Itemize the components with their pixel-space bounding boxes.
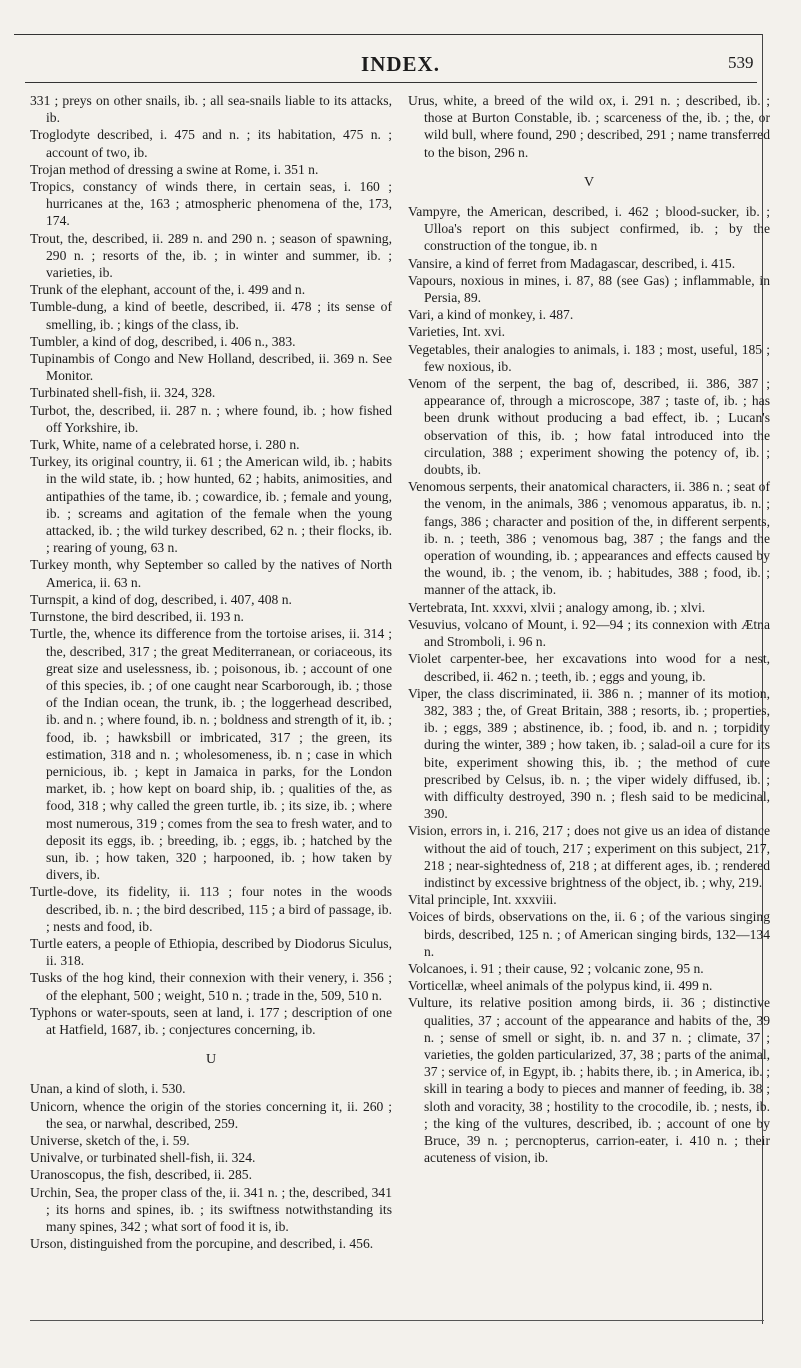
index-entry: Tupinambis of Congo and New Holland, described, ii. 369 n. See Monitor. [30,351,392,384]
index-entry: Voices of birds, observations on the, ii. 6 ; of the various singing birds, described, 125 n. ; of American singing birds, 132—134 n. [408,909,770,959]
right-entries-v [408,203,770,1166]
index-entry: Universe, sketch of the, i. 59. [30,1132,190,1148]
index-entry: Viper, the class discriminated, ii. 386 n. ; manner of its motion, 382, 383 ; the, of Great Britain, 388 ; resorts, ib. ; properties, ib. ; eggs, 389 ; abstinence, ib. ; food, ib. and n. ; torpidity during the winter, 389 ; how taken, ib. ; salad-oil a cure for its bite, experiment showing this, ib. ; the method of cure prescribed by Celsus, ib. n. ; the viper widely diffused, ib. ; with difficulty destroyed, 390 n. ; flesh said to be medicinal, 390. [408,685,770,822]
index-entry: Trunk of the elephant, account of the, i. 499 and n. [30,282,306,298]
index-entry: Unicorn, whence the origin of the stories concerning it, ii. 260 ; the sea, or narwhal, described, 259. [30,1098,392,1131]
index-entry: Vital principle, Int. xxxviii. [408,892,557,908]
page-border-top [14,34,762,35]
index-entry: 331 ; preys on other snails, ib. ; all sea-snails liable to its attacks, ib. [30,93,392,126]
index-entry: Turbot, the, described, ii. 287 n. ; where found, ib. ; how fished off Yorkshire, ib. [30,402,392,435]
index-entry: Turkey, its original country, ii. 61 ; the American wild, ib. ; habits in the wild state, ib. ; how hunted, 62 ; habits, animosities, and antipathies of the tame, ib. ; cowardice, ib. ; female and young, ib. ; screams and agitation of the female when the young attacked, ib. ; the wild turkey described, 62 n. ; their flocks, ib. ; rearing of young, 63 n. [30,454,392,556]
page-number: 539 [728,53,754,72]
header-rule [25,82,757,83]
index-entry: Turnstone, the bird described, ii. 193 n. [30,609,244,625]
index-entry: Volcanoes, i. 91 ; their cause, 92 ; volcanic zone, 95 n. [408,960,704,976]
index-entry: Vegetables, their analogies to animals, i. 183 ; most, useful, 185 ; few noxious, ib. [408,341,770,374]
right-column [408,92,770,1166]
section-letter-u: U [205,1052,217,1068]
index-entry: Vansire, a kind of ferret from Madagascar, described, i. 415. [408,255,736,271]
index-entry: Varieties, Int. xvi. [408,324,506,340]
left-entries-t [30,92,392,1038]
index-entry: Vari, a kind of monkey, i. 487. [408,307,574,323]
index-entry: Tropics, constancy of winds there, in certain seas, i. 160 ; hurricanes at the, 163 ; atmospheric phenomena of the, 173, 174. [30,179,392,229]
index-entry: Tumbler, a kind of dog, described, i. 406 n., 383. [30,333,296,349]
index-entry: Urson, distinguished from the porcupine, and described, i. 456. [30,1236,374,1252]
index-entry: Turtle-dove, its fidelity, ii. 113 ; four notes in the woods described, ib. n. ; the bird described, 115 ; a bird of passage, ib. ; nests and food, ib. [30,884,392,934]
index-entry: Turnspit, a kind of dog, described, i. 407, 408 n. [30,591,292,607]
index-entry: Turkey month, why September so called by the natives of North America, ii. 63 n. [30,557,392,590]
index-entry: Vulture, its relative position among birds, ii. 36 ; distinctive qualities, 37 ; account of the appearance and habits of the, 39 n. ; sense of smell or sight, ib. n. and 37 n. ; climate, 37 ; varieties, the golden particularized, 37, 38 ; parts of the animal, 37 ; service of, in Egypt, ib. ; habits there, ib. ; in America, ib. ; skill in tearing a body to pieces and manner of feeding, ib. 38 ; sloth and voracity, 38 ; hostility to the crocodile, ib. ; nests, ib. ; the king of the vultures, described, ib. ; account of one by Bruce, 39 n. ; percnopterus, carrion-eater, i. 410 n. ; their acuteness of vision, ib. [408,995,770,1166]
left-column [30,92,392,1252]
section-letter-v: V [583,174,595,190]
index-entry: Vapours, noxious in mines, i. 87, 88 (see Gas) ; inflammable, in Persia, 89. [408,272,770,306]
index-entry: Turbinated shell-fish, ii. 324, 328. [30,385,216,401]
index-entry: Turtle, the, whence its difference from the tortoise arises, ii. 314 ; the, described, 317 ; the great Mediterranean, or coriaceous, its great size and uselessness, ib. ; poisonous, ib. ; account of one of this species, ib. ; of one caught near Scarborough, ib. ; those of the Indian ocean, the trunk, ib. ; the loggerhead described, ib. and n. ; where found, ib. n. ; boldness and strength of it, ib. ; food, ib. ; hawksbill or imbricated, 317 ; the green, its estimation, 318 and n. ; wholesomeness, ib. n ; case in which pernicious, ib. ; kept in Jamaica in parks, for the London market, ib. ; how kept on board ship, ib. ; qualities of the, as food, 318 ; why called the green turtle, ib. ; its size, ib. ; where most numerous, 319 ; comes from the sea to fresh water, and to deposit its eggs, ib. ; breeding, ib. ; eggs, ib. ; hatched by the sun, ib. ; how taken, 320 ; harpooned, ib. ; how taken by divers, ib. [30,626,392,883]
page-border-bottom [30,1320,764,1321]
index-entry: Vertebrata, Int. xxxvi, xlvii ; analogy among, ib. ; xlvi. [408,599,706,615]
index-entry: Uranoscopus, the fish, described, ii. 285. [30,1167,252,1183]
index-entry: Troglodyte described, i. 475 and n. ; its habitation, 475 n. ; account of two, ib. [30,127,392,160]
index-entry: Venom of the serpent, the bag of, described, ii. 386, 387 ; appearance of, through a microscope, 387 ; taste of, ib. ; has been drunk without producing a bad effect, ib. ; Lucan's observation of this, ib. ; how fatal introduced into the circulation, 388 ; experiment showing the potency of, ib. ; doubts, ib. [408,376,770,478]
index-entry: Trout, the, described, ii. 289 n. and 290 n. ; season of spawning, 290 n. ; resorts of the, ib. ; in winter and summer, ib. ; varieties, ib. [30,230,392,281]
index-entry: Urus, white, a breed of the wild ox, i. 291 n. ; described, ib. ; those at Burton Constable, ib. ; scarceness of the, ib. ; the, or wild bull, where found, 290 ; described, 291 ; name transferred to the bison, 296 n. [408,93,770,160]
left-entries-u [30,1080,392,1252]
index-entry: Typhons or water-spouts, seen at land, i. 177 ; description of one at Hatfield, 1687, ib. ; conjectures concerning, ib. [30,1004,392,1037]
index-entry: Unan, a kind of sloth, i. 530. [30,1081,186,1097]
index-entry: Violet carpenter-bee, her excavations into wood for a nest, described, ii. 462 n. ; teeth, ib. ; eggs and young, ib. [408,651,770,684]
index-entry: Turtle eaters, a people of Ethiopia, described by Diodorus Siculus, ii. 318. [30,935,392,969]
index-entry: Vorticellæ, wheel animals of the polypus kind, ii. 499 n. [408,978,713,994]
index-entry: Urchin, Sea, the proper class of the, ii. 341 n. ; the, described, 341 ; its horns and spines, ib. ; its swiftness notwithstanding its many spines, 342 ; what sort of food it is, ib. [30,1184,392,1234]
running-head-title: INDEX. [361,52,440,76]
index-entry: Vision, errors in, i. 216, 217 ; does not give us an idea of distance without the aid of touch, 217 ; experiment on this subject, 217, 218 ; near-sightedness of, 218 ; at different ages, ib. ; rendered indistinct by excessive brightness of the object, ib. ; why, 219. [408,823,770,890]
index-entry: Vampyre, the American, described, i. 462 ; blood-sucker, ib. ; Ulloa's report on this subject confirmed, ib. ; by the construction of the tongue, ib. n [408,204,770,254]
index-entry: Tusks of the hog kind, their connexion with their venery, i. 356 ; of the elephant, 500 ; weight, 510 n. ; trade in the, 509, 510 n. [30,970,392,1003]
index-entry: Trojan method of dressing a swine at Rome, i. 351 n. [30,161,319,177]
index-entry: Univalve, or turbinated shell-fish, ii. 324. [30,1150,256,1166]
index-entry: Venomous serpents, their anatomical characters, ii. 386 n. ; seat of the venom, in the animals, 386 ; venomous apparatus, ib. n. ; fangs, 386 ; character and position of the, in different serpents, ib. n. ; teeth, 386 ; venomous bag, 387 ; the fangs and the operation of wounding, ib. ; appearances and effects caused by the wound, ib. ; the venom, ib. ; habitudes, 388 ; food, ib. ; manner of the attack, ib. [408,479,770,598]
right-entries-u [408,92,770,161]
index-entry: Turk, White, name of a celebrated horse, i. 280 n. [30,437,300,453]
index-entry: Tumble-dung, a kind of beetle, described, ii. 478 ; its sense of smelling, ib. ; kings of the class, ib. [30,299,392,332]
index-entry: Vesuvius, volcano of Mount, i. 92—94 ; its connexion with Ætna and Stromboli, i. 96 n. [408,616,770,650]
